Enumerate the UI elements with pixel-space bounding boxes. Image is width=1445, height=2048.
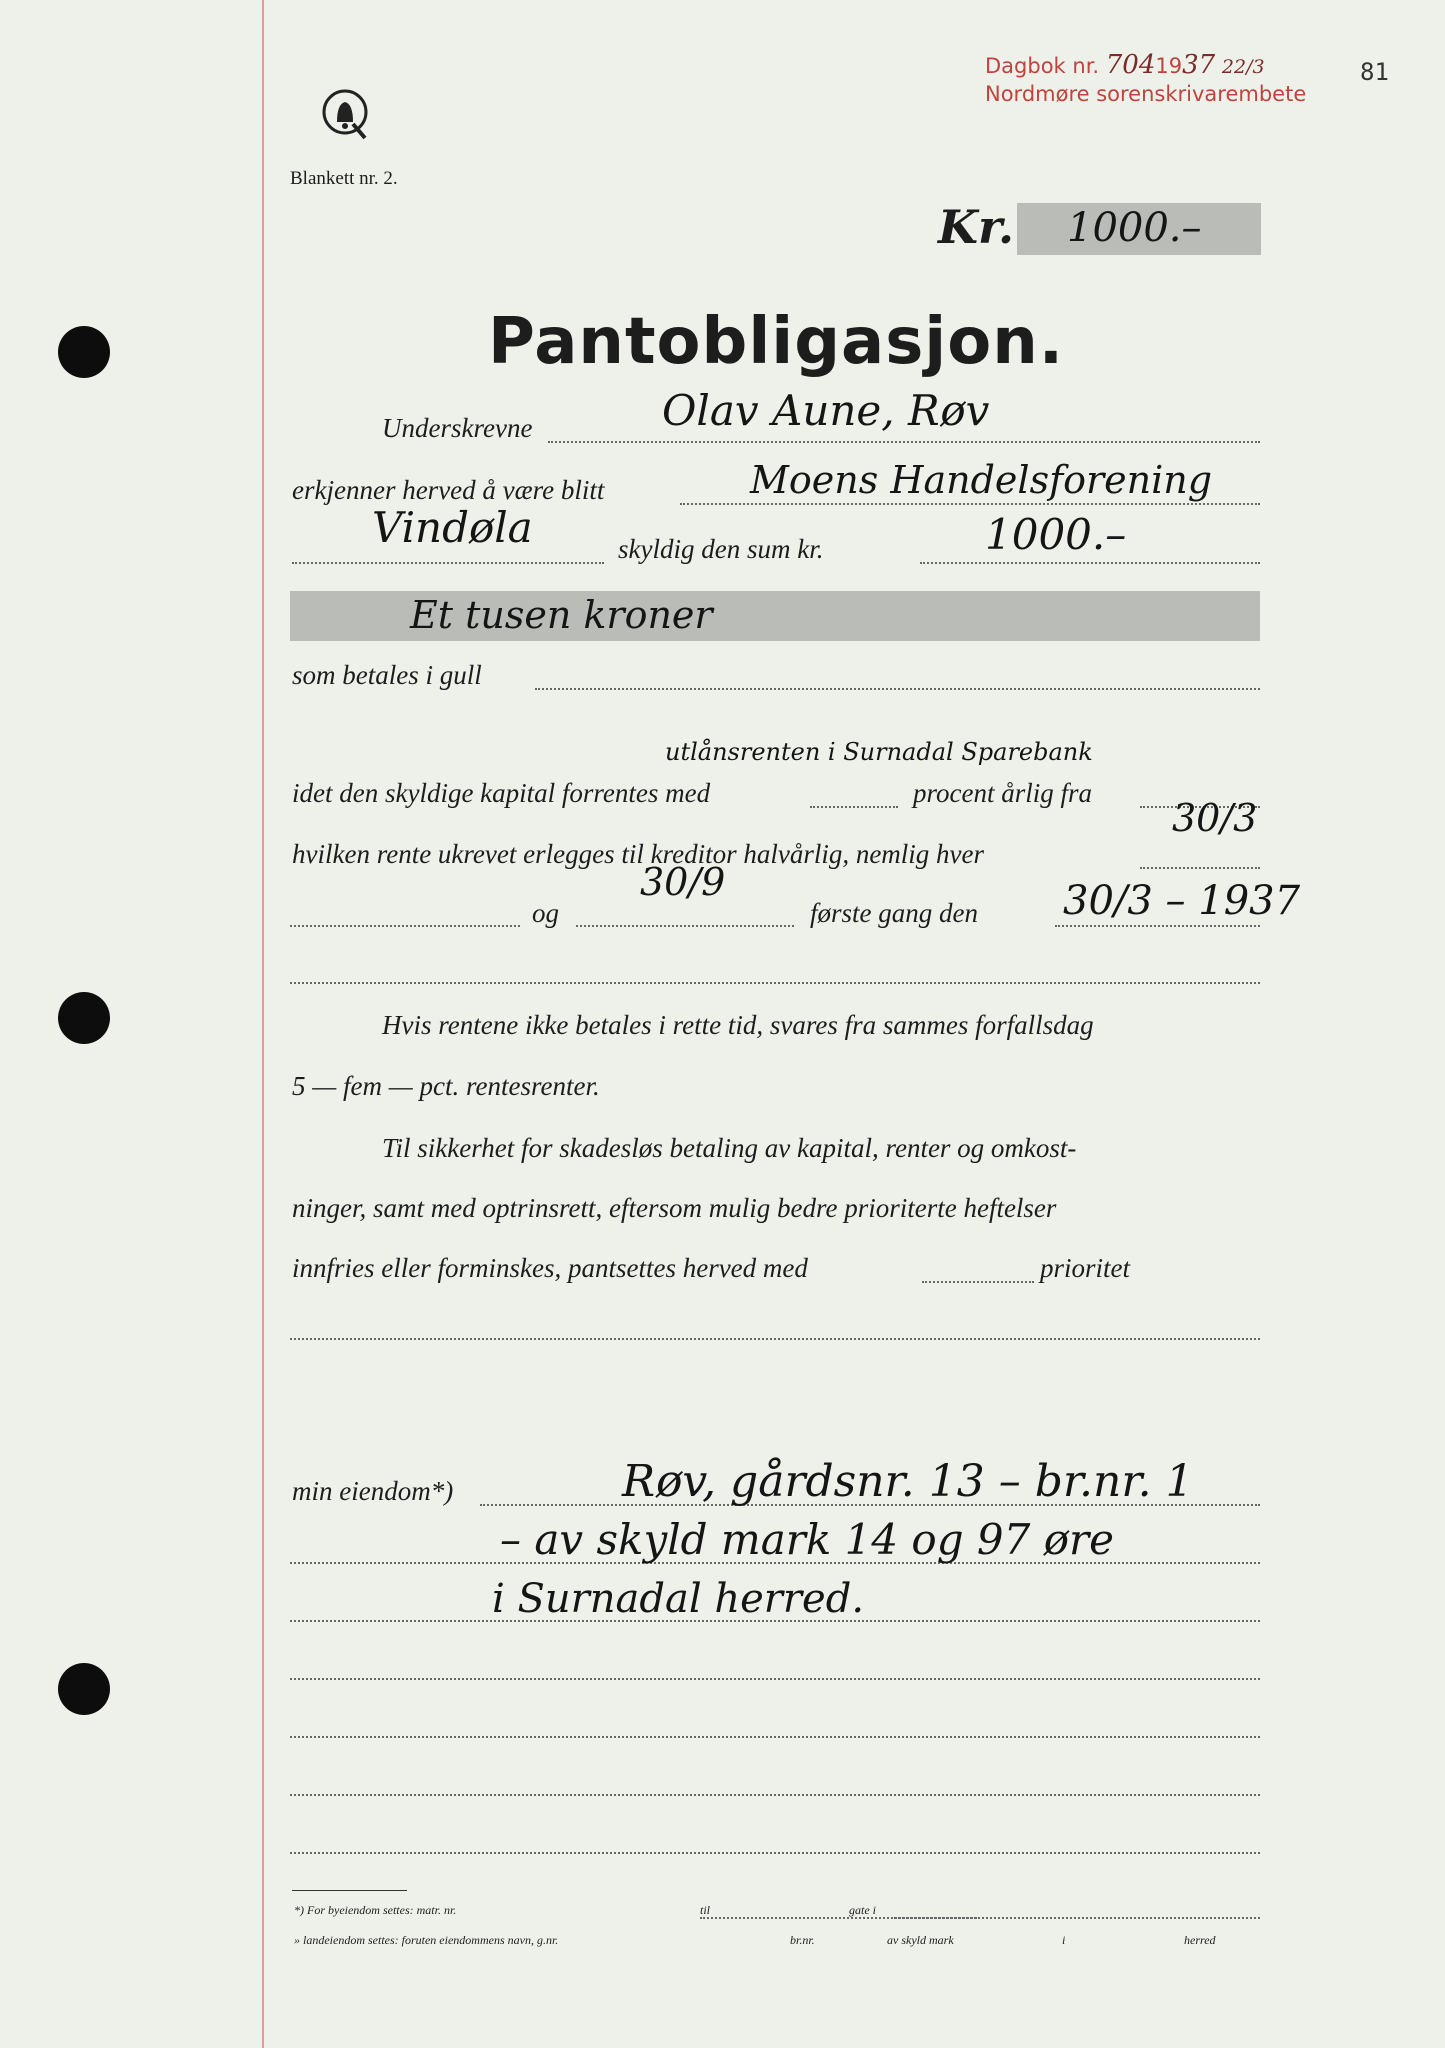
acknowledge-label: erkjenner herved å være blitt — [292, 475, 605, 505]
amount-words: Et tusen kroner — [410, 593, 713, 637]
security-line-1: Til sikkerhet for skadesløs betaling av kapital, renter og omkost- — [382, 1133, 1077, 1163]
dotted-line — [535, 688, 1260, 690]
creditor-name: Moens Handelsforening — [750, 458, 1213, 502]
dotted-line — [290, 982, 1260, 984]
dotted-line — [920, 562, 1260, 564]
dotted-line — [680, 503, 1260, 505]
unpaid-label: hvilken rente ukrevet erlegges til kreditor halvårlig, nemlig hver — [292, 839, 985, 869]
footnote-line-2 — [294, 1933, 1260, 1948]
late-interest-line-2: 5 — fem — pct. rentesrenter. — [292, 1071, 600, 1101]
first-payment-date: 30/3 – 1937 — [1063, 878, 1301, 924]
punch-hole — [58, 1663, 110, 1715]
stamp-office: Nordmøre sorenskrivarembete — [985, 82, 1307, 106]
interest-label-2: procent årlig fra — [913, 778, 1092, 808]
dotted-line — [290, 1338, 1260, 1340]
dotted-line — [1140, 867, 1260, 869]
owe-amount: 1000.– — [985, 510, 1127, 559]
stamp-date: 22/3 — [1221, 56, 1265, 78]
registration-stamp — [985, 52, 1306, 108]
margin-line — [262, 0, 264, 2048]
property-line-2: – av skyld mark 14 og 97 øre — [500, 1515, 1114, 1564]
footnote-skyld: av skyld mark — [887, 1933, 954, 1947]
footnote-i: i — [1062, 1933, 1066, 1947]
kr-amount: 1000.– — [1067, 205, 1202, 251]
pay-label: som betales i gull — [292, 660, 482, 690]
punch-hole — [58, 326, 110, 378]
og-label: og — [532, 898, 559, 928]
bell-logo-icon — [317, 86, 373, 142]
dotted-line — [576, 925, 794, 927]
dotted-line — [292, 562, 604, 564]
dotted-line — [290, 1678, 1260, 1680]
dagbok-label: Dagbok nr. — [985, 54, 1100, 78]
undersigned-label: Underskrevne — [382, 413, 533, 443]
dotted-line — [290, 1736, 1260, 1738]
debtor-name: Olav Aune, Røv — [662, 386, 990, 435]
dotted-line — [290, 1794, 1260, 1796]
creditor-place: Vindøla — [372, 503, 533, 552]
interest-date-2: 30/9 — [640, 860, 726, 904]
footnote-til: til — [700, 1903, 711, 1917]
footnote-brnr: br.nr. — [790, 1933, 815, 1947]
kr-amount-box — [1017, 203, 1261, 255]
blankett-number: Blankett nr. 2. — [290, 168, 398, 189]
first-time-label: første gang den — [810, 898, 978, 928]
punch-hole — [58, 992, 110, 1044]
security-line-2: ninger, samt med optrinsrett, eftersom mulig bedre prioriterte heftelser — [292, 1193, 1057, 1223]
dotted-line — [290, 1852, 1260, 1854]
footnote-herred: herred — [1184, 1933, 1216, 1947]
property-line-1: Røv, gårdsnr. 13 – br.nr. 1 — [622, 1456, 1194, 1507]
dotted-line — [922, 1281, 1034, 1283]
priority-label: prioritet — [1040, 1253, 1131, 1283]
interest-date-1: 30/3 — [1172, 796, 1258, 840]
property-line-3: i Surnadal herred. — [492, 1576, 865, 1622]
dotted-line — [894, 1917, 1260, 1919]
amount-words-box — [290, 591, 1260, 641]
footnote-byeiendom: *) For byeiendom settes: matr. nr. — [294, 1903, 457, 1917]
owe-label: skyldig den sum kr. — [618, 534, 824, 564]
property-label: min eiendom*) — [292, 1476, 454, 1506]
dotted-line — [1055, 925, 1260, 927]
page-number: 81 — [1360, 58, 1389, 86]
security-line-3: innfries eller forminskes, pantsettes herved med — [292, 1253, 808, 1283]
year-suffix: 37 — [1182, 50, 1216, 80]
dagbok-number: 704 — [1105, 50, 1156, 80]
dotted-line — [810, 806, 898, 808]
footnote-gate: gate i — [849, 1903, 876, 1917]
year-prefix: 19 — [1155, 54, 1183, 78]
document-title: Pantobligasjon. — [488, 305, 1065, 379]
dotted-line — [290, 925, 520, 927]
kr-label: Kr. — [938, 200, 1015, 254]
footnote-rule — [292, 1890, 407, 1891]
footnote-line-1 — [294, 1903, 1260, 1918]
interest-rate-note: utlånsrenten i Surnadal Sparebank — [665, 738, 1093, 766]
interest-label: idet den skyldige kapital forrentes med — [292, 778, 711, 808]
dotted-line — [548, 441, 1260, 443]
late-interest-line-1: Hvis rentene ikke betales i rette tid, svares fra sammes forfallsdag — [382, 1010, 1094, 1040]
footnote-landeiendom: » landeiendom settes: foruten eiendommens navn, g.nr. — [294, 1933, 559, 1947]
